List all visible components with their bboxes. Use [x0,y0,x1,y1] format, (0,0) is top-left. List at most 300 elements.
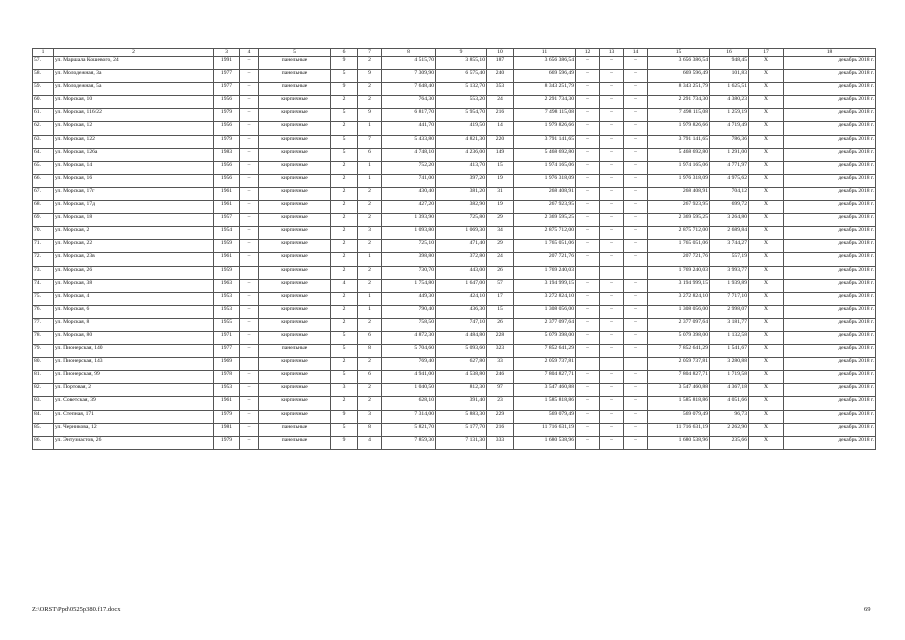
table-cell: – [240,148,259,161]
table-cell: 82. [33,384,54,397]
table-cell: 4 538,80 [436,371,487,384]
table-cell: 7 314,00 [382,410,436,423]
table-cell: 71. [33,240,54,253]
table-cell: ул. Пионерская, 143 [54,358,214,371]
table-cell: – [624,96,648,109]
table-cell: – [240,292,259,305]
table-cell: – [240,174,259,187]
table-cell: 62. [33,122,54,135]
table-cell: 747,10 [436,318,487,331]
table-cell: 2 369 595,25 [648,214,710,227]
table-cell: 471,40 [436,240,487,253]
table-cell: 2 [358,187,382,200]
table-cell: 2 [358,318,382,331]
table-cell: 3 272 824,10 [514,292,576,305]
table-cell: кирпичные [259,148,331,161]
table-cell: – [576,253,600,266]
table-cell: 267 923,95 [648,201,710,214]
table-cell: 19 [487,174,514,187]
table-cell: ул. Морская, 17г [54,187,214,200]
table-cell: декабрь 2018 г. [784,109,876,122]
table-cell: 1961 [214,187,240,200]
table-cell: – [240,371,259,384]
table-cell: 2 [331,187,358,200]
table-cell: – [240,305,259,318]
table-cell: 1 979 826,66 [648,122,710,135]
table-cell: кирпичные [259,187,331,200]
table-row [33,96,876,109]
table-cell: декабрь 2018 г. [784,253,876,266]
table-cell: – [600,240,624,253]
table-row [33,227,876,240]
table-cell: Х [749,318,784,331]
table-cell: 441,70 [382,122,436,135]
table-cell: 2 [358,358,382,371]
table-cell: – [576,109,600,122]
table-cell: – [624,214,648,227]
table-cell: 1 541,67 [710,345,749,358]
table-cell: – [624,148,648,161]
table-cell: – [576,345,600,358]
table-cell: Х [749,292,784,305]
table-cell: 3 547 460,88 [648,384,710,397]
table-cell: 704,12 [710,187,749,200]
table-cell: кирпичные [259,358,331,371]
table-cell: 2 291 734,30 [514,96,576,109]
column-header: 7 [358,49,382,57]
table-cell: 1955 [214,318,240,331]
table-cell: 81. [33,371,54,384]
table-cell: 419,50 [436,122,487,135]
table-cell: ул. Морская, 16 [54,174,214,187]
table-cell: 323 [487,345,514,358]
table-cell: – [576,161,600,174]
table-cell: – [624,83,648,96]
table-cell: 5 [331,371,358,384]
table-cell: 3 194 999,15 [648,279,710,292]
table-cell: 6 [358,331,382,344]
table-cell: – [576,174,600,187]
table-cell: 2 059 737,81 [514,358,576,371]
table-cell: кирпичные [259,161,331,174]
table-cell: 2 [331,240,358,253]
table-cell: Х [749,227,784,240]
table-cell: 228 [487,331,514,344]
table-cell: 669 596,49 [648,70,710,83]
table-row [33,122,876,135]
table-cell: – [240,96,259,109]
table-cell: – [624,384,648,397]
table-cell: – [624,122,648,135]
table-cell: 372,80 [436,253,487,266]
table-cell: – [600,423,624,436]
table-cell: 1957 [214,214,240,227]
table-cell: – [600,70,624,83]
table-cell: 2 [331,161,358,174]
table-cell: Х [749,161,784,174]
table-cell: – [600,187,624,200]
table-cell: ул. Морская, 80 [54,331,214,344]
table-cell: – [240,161,259,174]
table-cell: 5 [331,109,358,122]
table-cell: ул. Морская, 12 [54,122,214,135]
footer-file-path: Z:\ORST\Ppd\0525p380.f17.docx [32,606,121,613]
table-cell: – [576,187,600,200]
table-cell: 5 954,70 [436,109,487,122]
table-cell: 725,80 [436,214,487,227]
table-cell: кирпичные [259,292,331,305]
table-cell: 5 433,80 [382,135,436,148]
table-cell: 353 [487,83,514,96]
table-cell: 3 181,77 [710,318,749,331]
table-row [33,384,876,397]
table-cell: ул. Морская, 2 [54,227,214,240]
table-row [33,305,876,318]
table-cell: – [576,384,600,397]
table-cell: – [576,410,600,423]
table-cell: 3 791 141,65 [514,135,576,148]
table-cell: ул. Молодежная, 3а [54,70,214,83]
table-cell: Х [749,410,784,423]
table-cell: 1963 [214,279,240,292]
table-cell: Х [749,266,784,279]
table-cell: 3 656 386,54 [514,57,576,70]
table-cell: 4 821,30 [436,135,487,148]
table-cell: 1 765 051,06 [514,240,576,253]
table-cell: 7 859,30 [382,436,436,449]
table-cell: 78. [33,331,54,344]
table-cell: 1 974 165,06 [514,161,576,174]
table-cell: – [600,410,624,423]
table-cell: 382,90 [436,201,487,214]
table-cell: 8 [358,345,382,358]
table-cell: 4 [358,436,382,449]
table-cell: 1 976 318,09 [648,174,710,187]
table-cell: 60. [33,96,54,109]
column-header: 13 [600,49,624,57]
table-cell: ул. Пионерская, 99 [54,371,214,384]
table-cell: – [600,371,624,384]
table-cell: – [624,227,648,240]
table-cell: 4 [331,279,358,292]
table-cell: 2 [331,358,358,371]
table-cell: кирпичные [259,266,331,279]
table-cell: 2 689,84 [710,227,749,240]
table-cell: 7 852 641,29 [648,345,710,358]
table-cell: Х [749,345,784,358]
table-cell: – [600,135,624,148]
table-cell: декабрь 2018 г. [784,135,876,148]
table-cell: – [600,109,624,122]
table-cell: 5 821,70 [382,423,436,436]
table-cell [240,358,259,371]
table-cell: – [624,253,648,266]
table-cell: – [600,279,624,292]
table-cell: – [624,174,648,187]
table-cell: 5 704,60 [382,345,436,358]
table-cell: 67. [33,187,54,200]
column-header: 11 [514,49,576,57]
table-cell: ул. Морская, 14 [54,161,214,174]
table-cell: 8 [358,423,382,436]
table-cell: – [240,253,259,266]
table-row [33,318,876,331]
table-cell: Х [749,397,784,410]
table-cell: 2 377 097,64 [648,318,710,331]
table-row [33,266,876,279]
column-header: 4 [240,49,259,57]
table-cell: – [576,292,600,305]
table-cell: 381,20 [436,187,487,200]
table-cell: 1961 [214,397,240,410]
table-cell: 34 [487,227,514,240]
table-cell: ул. Советская, 39 [54,397,214,410]
table-cell: – [624,161,648,174]
table-cell: 7 852 641,29 [514,345,576,358]
table-cell: ул. Морская, 22 [54,240,214,253]
table-cell: ул. Морская, 17д [54,201,214,214]
table-cell: 1969 [214,358,240,371]
table-cell: 15 [487,161,514,174]
table-cell: 391,40 [436,397,487,410]
table-cell: кирпичные [259,240,331,253]
table-cell: 2 [358,57,382,70]
table-cell: 4 236,00 [436,148,487,161]
table-cell: – [576,371,600,384]
table-cell: – [240,384,259,397]
table-cell: Х [749,436,784,449]
table-cell: 5 468 692,80 [514,148,576,161]
table-cell: 268 408,91 [514,187,576,200]
table-cell: 1 [358,253,382,266]
table-cell: – [600,227,624,240]
table-cell: ул. Морская, 26 [54,266,214,279]
table-cell: 58. [33,70,54,83]
column-header: 14 [624,49,648,57]
table-cell: декабрь 2018 г. [784,397,876,410]
table-header [33,49,876,57]
table-row [33,358,876,371]
table-cell: панельные [259,423,331,436]
table-cell: 1959 [214,266,240,279]
table-cell: 3 [358,227,382,240]
table-cell: 240 [487,70,514,83]
table-cell: 741,00 [382,174,436,187]
table-cell: – [624,371,648,384]
table-cell: 24 [487,96,514,109]
table-cell: 1 [358,305,382,318]
table-cell: 61. [33,109,54,122]
table-cell: ул. Маршала Кошевого, 24 [54,57,214,70]
table-cell: Х [749,201,784,214]
table-cell: декабрь 2018 г. [784,122,876,135]
table-cell: 31 [487,187,514,200]
table-cell: 5 [331,331,358,344]
table-cell: 57. [33,57,54,70]
table-cell: 63. [33,135,54,148]
table-cell: 216 [487,109,514,122]
table-cell: 4 515,70 [382,57,436,70]
table-cell: – [624,410,648,423]
table-cell: 80. [33,358,54,371]
table-cell: – [624,292,648,305]
table-cell: декабрь 2018 г. [784,187,876,200]
table-cell: – [600,96,624,109]
table-cell: – [624,331,648,344]
table-cell: – [576,135,600,148]
table-cell: 2 875 712,00 [514,227,576,240]
table-cell: 333 [487,436,514,449]
table-cell: 24 [487,253,514,266]
table-row [33,410,876,423]
table-cell: ул. Пионерская, 140 [54,345,214,358]
table-cell: 229 [487,410,514,423]
table-cell: ул. Морская, 10 [54,96,214,109]
table-cell: декабрь 2018 г. [784,305,876,318]
table-cell: 66. [33,174,54,187]
table-cell: ул. Морская, 23в [54,253,214,266]
table-cell: 1 [358,161,382,174]
table-cell: – [600,305,624,318]
table-cell: 5 079 398,00 [648,331,710,344]
table-cell: кирпичные [259,397,331,410]
table-cell: кирпичные [259,214,331,227]
table-cell: – [624,201,648,214]
table-cell: 2 [358,279,382,292]
table-cell: 5 093,60 [436,345,487,358]
table-cell: декабрь 2018 г. [784,318,876,331]
table-cell: ул. Морская, 126а [54,148,214,161]
table-cell: – [240,345,259,358]
table-cell: 4 872,30 [382,331,436,344]
table-cell: 7 717,10 [710,292,749,305]
table-cell: 72. [33,253,54,266]
table-cell: – [240,135,259,148]
table-cell: ул. Морская, 6 [54,305,214,318]
table-cell: – [600,57,624,70]
table-cell: 3 547 460,88 [514,384,576,397]
table-cell: декабрь 2018 г. [784,201,876,214]
table-cell: 424,10 [436,292,487,305]
table-cell: 74. [33,279,54,292]
table-cell: Х [749,187,784,200]
table-cell: 11 716 631,19 [648,423,710,436]
column-header: 16 [710,49,749,57]
table-cell: кирпичные [259,331,331,344]
table-cell: 1 625,51 [710,83,749,96]
table-cell: Х [749,423,784,436]
table-cell: – [600,397,624,410]
table-cell: 96,73 [710,410,749,423]
table-cell: ул. Морская, 116/22 [54,109,214,122]
table-cell: – [576,122,600,135]
table-cell: 9 [358,109,382,122]
table-cell: – [240,70,259,83]
table-cell: декабрь 2018 г. [784,436,876,449]
table-cell [600,266,624,279]
table-cell: ул. Степная, 171 [54,410,214,423]
table-cell: – [624,397,648,410]
table-cell: 29 [487,214,514,227]
table-cell: панельные [259,57,331,70]
table-cell: декабрь 2018 г. [784,70,876,83]
table-cell: – [576,318,600,331]
table-cell: Х [749,83,784,96]
table-cell: – [576,227,600,240]
table-cell: 1 040,50 [382,384,436,397]
table-cell: панельные [259,70,331,83]
table-cell: 6 [358,148,382,161]
table-cell: декабрь 2018 г. [784,227,876,240]
table-cell: 33 [487,358,514,371]
table-cell: 216 [487,423,514,436]
table-cell: 7 804 827,71 [648,371,710,384]
column-header: 12 [576,49,600,57]
table-cell: 786,36 [710,135,749,148]
table-cell [600,358,624,371]
table-cell: 443,00 [436,266,487,279]
table-cell: 1954 [214,227,240,240]
table-cell: 7 498 115,08 [514,109,576,122]
table-row [33,161,876,174]
table-cell: 14 [487,122,514,135]
table-cell: – [240,423,259,436]
table-cell: 4 975,62 [710,174,749,187]
table-cell: – [624,423,648,436]
table-cell: 752,20 [382,161,436,174]
table-cell: 4 719,49 [710,122,749,135]
table-cell: 17 [487,292,514,305]
table-cell: декабрь 2018 г. [784,174,876,187]
table-cell: кирпичные [259,279,331,292]
table-cell: – [600,331,624,344]
table-cell: 3 791 141,65 [648,135,710,148]
table-cell: – [240,83,259,96]
column-header: 15 [648,49,710,57]
table-cell: 5 883,30 [436,410,487,423]
table-cell: 1 754,80 [382,279,436,292]
table-cell: 246 [487,371,514,384]
table-cell: – [576,57,600,70]
table-cell: 29 [487,240,514,253]
table-cell: 5 132,70 [436,83,487,96]
table-cell: – [240,122,259,135]
table-cell: 1 976 318,09 [514,174,576,187]
table-cell: ул. Черникова, 12 [54,423,214,436]
table-row [33,135,876,148]
table-cell: 1 [358,292,382,305]
table-cell: 3 272 824,10 [648,292,710,305]
table-cell: 413,70 [436,161,487,174]
table-cell: 1 680 538,96 [648,436,710,449]
table-cell: 1979 [214,135,240,148]
table-cell: 5 [331,423,358,436]
table-cell: Х [749,279,784,292]
table-cell: декабрь 2018 г. [784,148,876,161]
table-cell: 2 [358,214,382,227]
table-cell: 77. [33,318,54,331]
table-cell: 3 744,27 [710,240,749,253]
table-cell: – [624,109,648,122]
table-cell: 948,45 [710,57,749,70]
table-cell: 2 059 737,81 [648,358,710,371]
table-cell: Х [749,109,784,122]
table-cell: кирпичные [259,96,331,109]
table-cell: 5 [331,70,358,83]
table-cell: Х [749,174,784,187]
table-row [33,345,876,358]
table-cell: 4 484,80 [436,331,487,344]
